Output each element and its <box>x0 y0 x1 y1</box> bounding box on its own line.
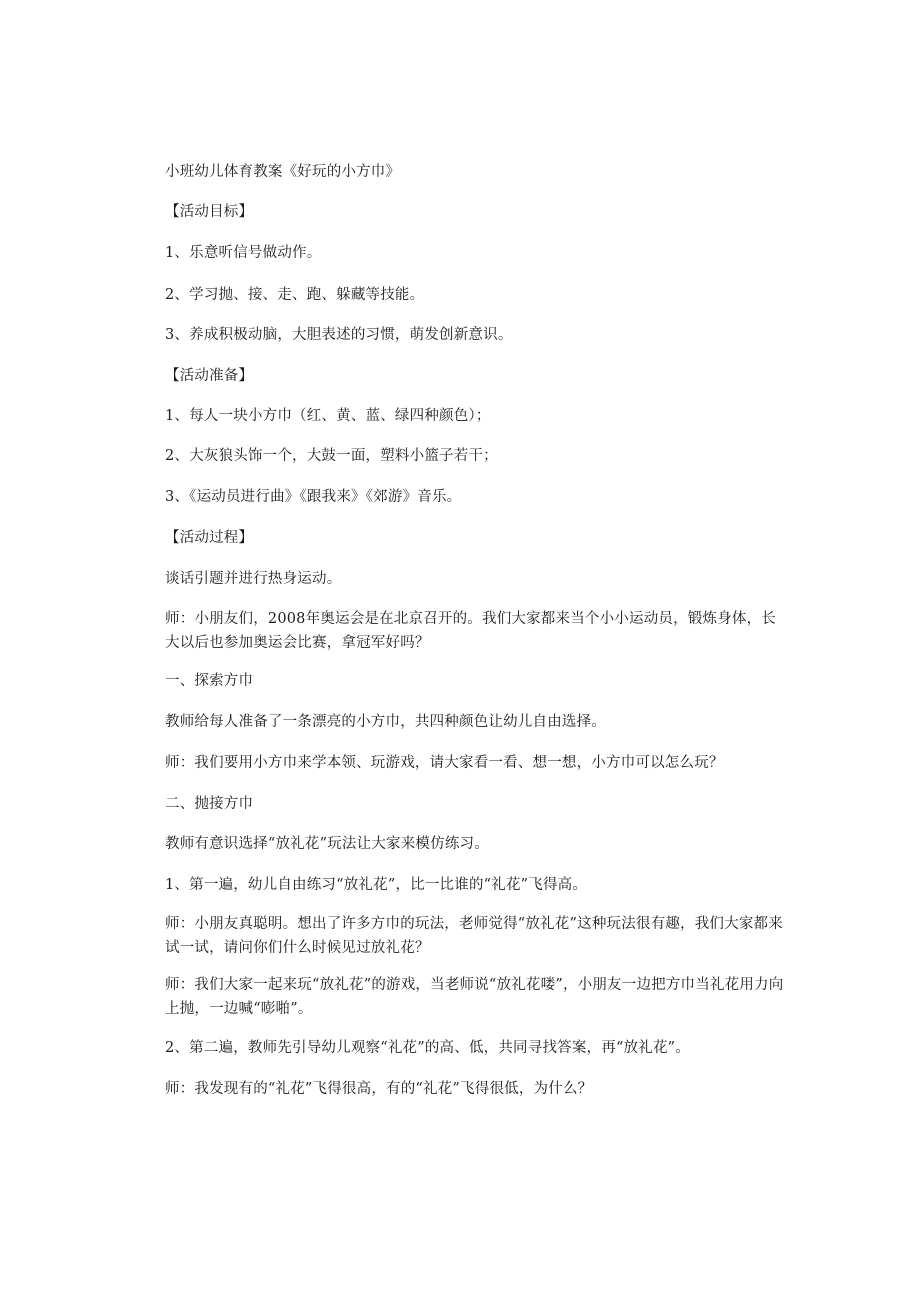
teacher-dialogue: 师：我发现有的“礼花”飞得很高，有的“礼花”飞得很低，为什么？ <box>165 1081 593 1097</box>
prep-item: 1、每人一块小方巾（红、黄、蓝、绿四种颜色）； <box>165 408 491 424</box>
part2-step: 2、第二遍，教师先引导幼儿观察“礼花”的高、低，共同寻找答案，再“放礼花”。 <box>165 1040 690 1056</box>
part1-description: 教师给每人准备了一条漂亮的小方巾，共四种颜色让幼儿自由选择。 <box>165 714 606 730</box>
part2-description: 教师有意识选择“放礼花”玩法让大家来模仿练习。 <box>165 836 489 852</box>
process-intro: 谈话引题并进行热身运动。 <box>165 571 342 587</box>
prep-item: 2、大灰狼头饰一个，大鼓一面，塑料小篮子若干； <box>165 448 498 464</box>
teacher-dialogue: 师：小朋友们，2008年奥运会是在北京召开的。我们大家都来当个小小运动员，锻炼身体，长大以后也参加奥运会比赛，拿冠军好吗？ <box>165 611 776 651</box>
goal-item: 3、养成积极动脑，大胆表述的习惯，萌发创新意识。 <box>165 327 513 343</box>
section-heading-process: 【活动过程】 <box>165 530 254 546</box>
teacher-dialogue: 师：我们要用小方巾来学本领、玩游戏，请大家看一看、想一想，小方巾可以怎么玩？ <box>165 755 724 771</box>
prep-item: 3、《运动员进行曲》《跟我来》《郊游》音乐。 <box>165 489 462 505</box>
section-heading-prep: 【活动准备】 <box>165 368 254 384</box>
part2-step: 1、第一遍，幼儿自由练习“放礼花”，比一比谁的“礼花”飞得高。 <box>165 877 588 893</box>
goal-item: 2、学习抛、接、走、跑、躲藏等技能。 <box>165 287 425 303</box>
goal-item: 1、乐意听信号做动作。 <box>165 245 322 261</box>
document-title: 小班幼儿体育教案《好玩的小方巾》 <box>165 164 401 180</box>
teacher-dialogue: 师：我们大家一起来玩“放礼花”的游戏，当老师说“放礼花喽”，小朋友一边把方巾当礼花用力向上抛，一边喊“嘭啪”。 <box>165 977 784 1017</box>
section-heading-goals: 【活动目标】 <box>165 204 254 220</box>
teacher-dialogue: 师：小朋友真聪明。想出了许多方巾的玩法，老师觉得“放礼花”这种玩法很有趣，我们大家都来试一试，请问你们什么时候见过放礼花？ <box>165 916 783 956</box>
part2-title: 二、抛接方巾 <box>165 796 254 812</box>
part1-title: 一、探索方巾 <box>165 673 254 689</box>
